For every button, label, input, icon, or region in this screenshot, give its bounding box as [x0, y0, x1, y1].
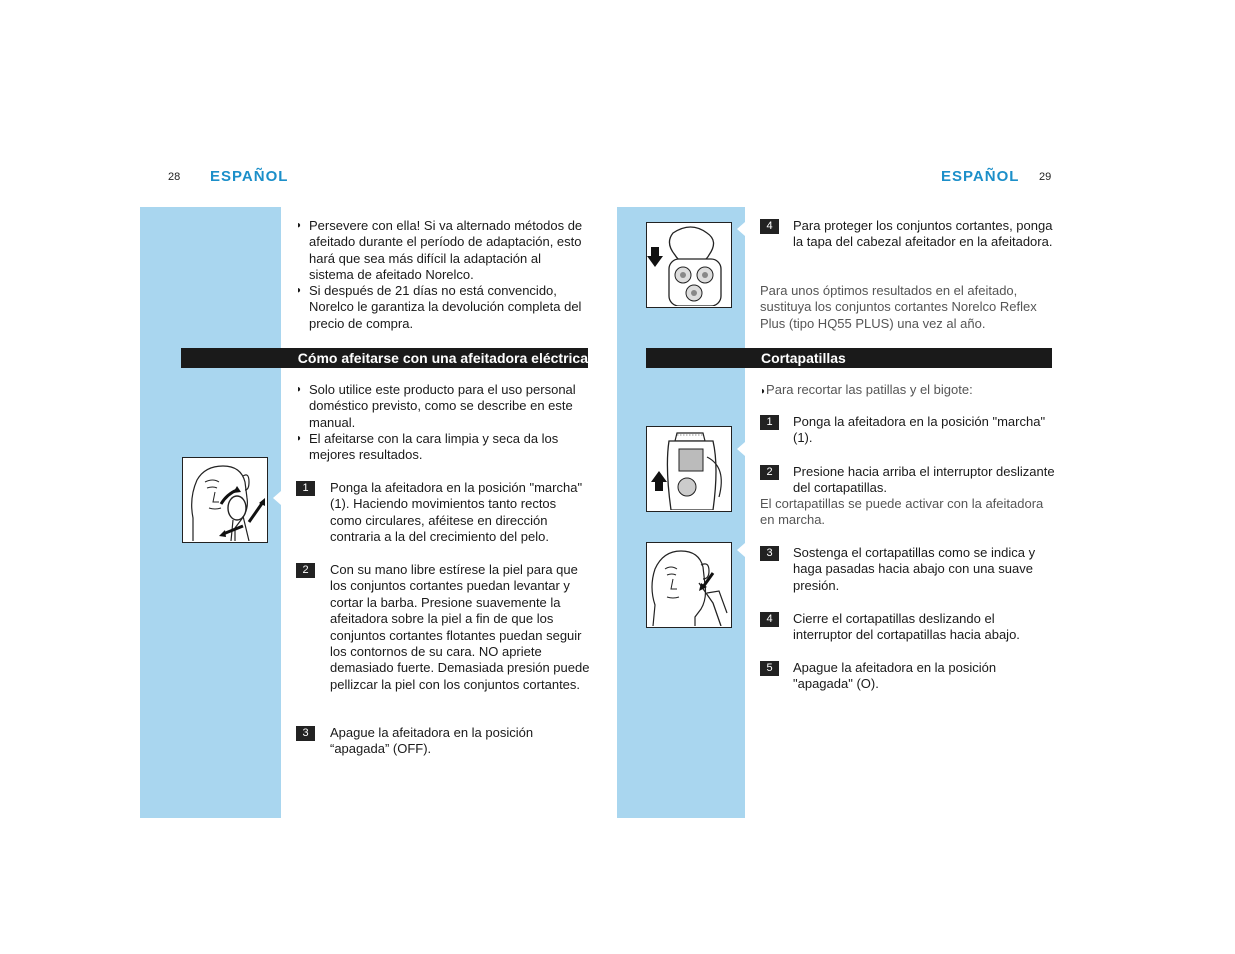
illustration-pointer	[273, 491, 281, 505]
trimmer-step-number-4: 4	[760, 612, 779, 627]
trimmer-step-number-3: 3	[760, 546, 779, 561]
bullet-icon: ◗	[296, 220, 303, 231]
bullet-icon: ◗	[296, 384, 303, 395]
section-bullet-1	[296, 382, 576, 431]
step-number-4-cap: 4	[760, 219, 779, 234]
illustration-pointer	[737, 442, 745, 456]
trimmer-step-text-5: Apague la afeitadora en la posición "apagada" (O).	[793, 660, 997, 692]
section-title-text: Cómo afeitarse con una afeitadora eléctrica	[297, 350, 588, 366]
bullet-icon: ◗	[760, 386, 767, 397]
intro-bullet-2	[296, 283, 588, 332]
trimmer-step-text-4: Cierre el cortapatillas deslizando el interruptor del cortapatillas hacia abajo.	[793, 611, 1020, 643]
arrow-up-icon	[651, 471, 667, 491]
shaving-illustration	[182, 457, 268, 543]
arrow-down-icon	[647, 247, 663, 267]
shaver-cap-illustration	[646, 222, 732, 308]
section-title-text: Cortapatillas	[761, 350, 846, 366]
step-number-2: 2	[296, 563, 315, 578]
trimmer-step-number-2: 2	[760, 465, 779, 480]
trimmer-step-text-2: Presione hacia arriba el interruptor deslizante del cortapatillas.	[793, 464, 1055, 496]
page-number-right: 29	[1039, 171, 1052, 183]
replacement-note: Para unos óptimos resultados en el afeitado, sustituya los conjuntos cortantes Norelco Reflex Plus (tipo HQ55 PLUS) una vez al año.	[760, 283, 1037, 331]
face-trimming-icon	[647, 543, 730, 626]
step-text-3: Apague la afeitadora en la posición “apagada” (OFF).	[330, 725, 534, 757]
section-title-right	[646, 348, 1052, 368]
bullet-text: Persevere con ella! Si va alternado métodos de afeitado durante el período de adaptación, esto hará que sea más difícil la adaptación al sistema de afeitado Norelco.	[309, 218, 583, 283]
sideburn-trim-illustration	[646, 542, 732, 628]
bullet-text: El afeitarse con la cara limpia y seca da los mejores resultados.	[309, 431, 559, 463]
bullet-icon: ◗	[296, 285, 303, 296]
trimmer-icon	[647, 427, 730, 510]
step-number-3: 3	[296, 726, 315, 741]
trimmer-intro-bullet	[760, 382, 1050, 400]
bullet-text: Para recortar las patillas y el bigote:	[766, 382, 973, 397]
bullet-text: Si después de 21 días no está convencido, Norelco le garantiza la devolución completa del precio de compra.	[309, 283, 582, 331]
bullet-text: Solo utilice este producto para el uso personal doméstico previsto, como se describe en este manual.	[309, 382, 576, 430]
trimmer-step-number-5: 5	[760, 661, 779, 676]
step-text-2: Con su mano libre estírese la piel para que los conjuntos cortantes puedan levantar y cortar la barba. Presione suavemente la afeitadora sobre la piel a fin de que los conjuntos cortantes flotantes puedan seguir los contornos de su cara. NO apriete demasiado fuerte. Demasiada presión puede pellizcar la piel con los conjuntos cortantes.	[330, 562, 590, 692]
step-text-4-cap: Para proteger los conjuntos cortantes, ponga la tapa del cabezal afeitador en la afeitadora.	[793, 218, 1053, 250]
trimmer-step-text-1: Ponga la afeitadora en la posición "marcha" (1).	[793, 414, 1046, 446]
trimmer-step-number-1: 1	[760, 415, 779, 430]
language-header-left: ESPAÑOL	[210, 168, 289, 185]
page-number-left: 28	[168, 171, 181, 183]
face-shaving-icon	[183, 458, 266, 541]
trimmer-step-text-3: Sostenga el cortapatillas como se indica y haga pasadas hacia abajo con una suave presión.	[793, 545, 1036, 593]
section-bullet-2	[296, 431, 576, 464]
intro-bullet-1	[296, 218, 588, 284]
illustration-pointer	[737, 222, 745, 236]
step-number-1: 1	[296, 481, 315, 496]
trimmer-step-2-note: El cortapatillas se puede activar con la afeitadora en marcha.	[760, 496, 1044, 528]
step-text-1: Ponga la afeitadora en la posición "marcha" (1). Haciendo movimientos tanto rectos como circulares, aféitese en dirección contraria a la del crecimiento del pelo.	[330, 480, 583, 545]
language-header-right: ESPAÑOL	[941, 168, 1020, 185]
trimmer-slide-illustration	[646, 426, 732, 512]
bullet-icon: ◗	[296, 433, 303, 444]
illustration-pointer	[737, 543, 745, 557]
section-title-left	[181, 348, 588, 368]
